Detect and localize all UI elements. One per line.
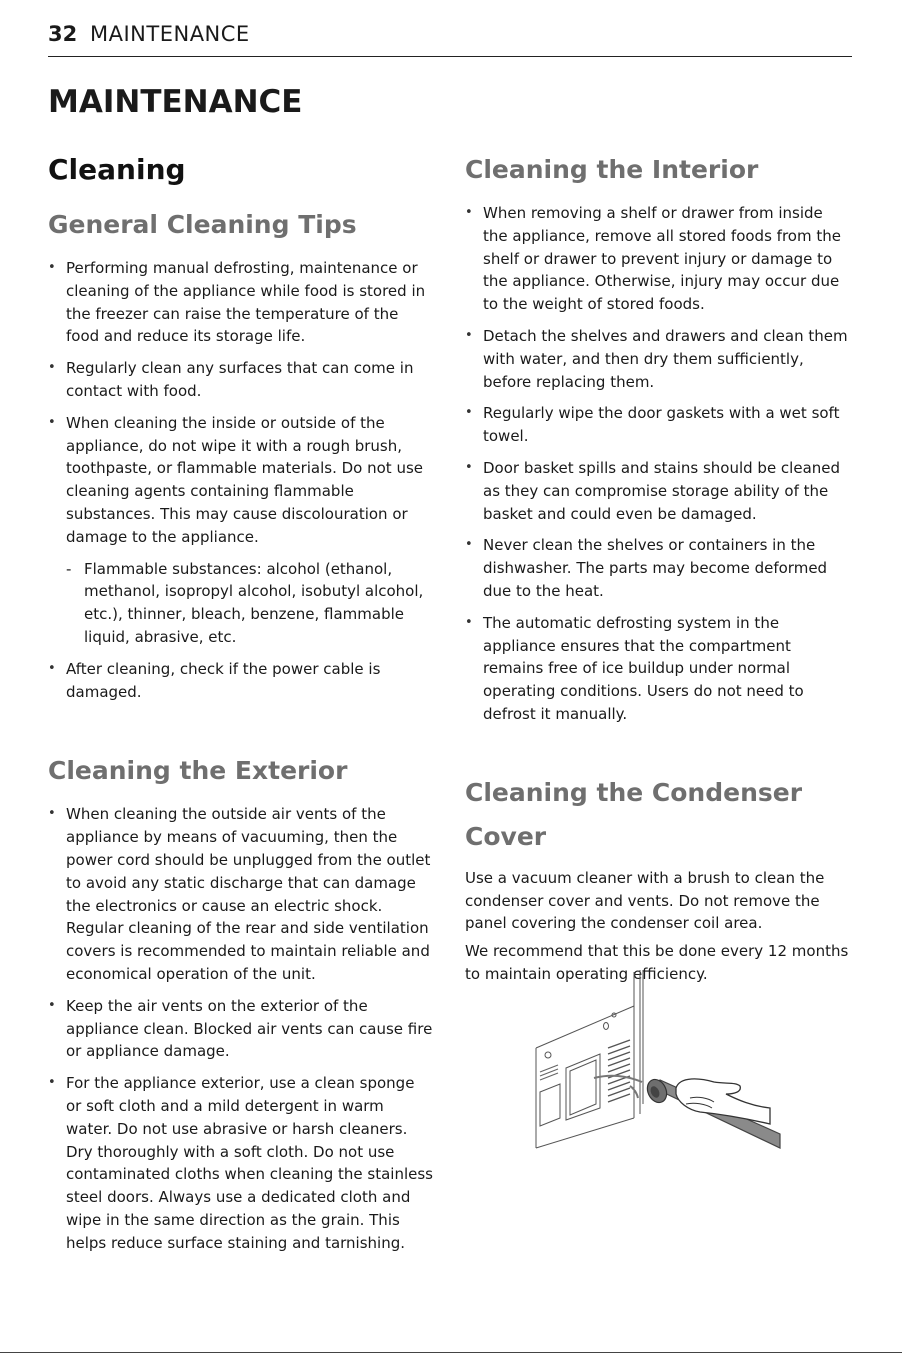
condenser-paragraph: We recommend that this be done every 12 months to maintain operating efficiency. (465, 942, 849, 983)
interior-list (465, 202, 851, 726)
condenser-paragraph: Use a vacuum cleaner with a brush to clean the condenser cover and vents. Do not remove the panel covering the condenser coil area. (465, 868, 825, 933)
list-item: • For the appliance exterior, use a clean sponge or soft cloth and a mild detergent in warm water. Do not use abrasive or harsh cleaners. Dry thoroughly with a soft cloth. Do not use contaminated cloths when cleaning the stainless steel doors. Always use a dedicated cloth and wipe in the same direction as the grain. This helps reduce surface staining and tarnishing. (48, 1072, 434, 1254)
list-item: • When removing a shelf or drawer from inside the appliance, remove all stored foods from the shelf or drawer to prevent injury or damage to the appliance. Otherwise, injury may occur due to the weight of stored foods. (465, 202, 851, 316)
condenser-cleaning-illustration (530, 968, 788, 1158)
condenser-heading: Cleaning the Condenser Cover (465, 777, 803, 851)
exterior-list (48, 803, 434, 1254)
list-item: • Detach the shelves and drawers and clean them with water, and then dry them sufficiently, before replacing them. (465, 325, 851, 393)
list-item: • Regularly clean any surfaces that can come in contact with food. (48, 357, 434, 403)
list-item: • Regularly wipe the door gaskets with a wet soft towel. (465, 402, 851, 448)
list-item: • After cleaning, check if the power cable is damaged. (48, 658, 434, 704)
footer-divider (0, 1352, 902, 1353)
exterior-heading: Cleaning the Exterior (48, 756, 348, 786)
general-tips-heading: General Cleaning Tips (48, 210, 357, 239)
list-item: • Door basket spills and stains should be cleaned as they can compromise storage ability of the basket and could even be damaged. (465, 457, 851, 525)
interior-heading: Cleaning the Interior (465, 155, 759, 184)
sub-list (66, 558, 434, 649)
list-item: • Keep the air vents on the exterior of the appliance clean. Blocked air vents can cause fire or appliance damage. (48, 995, 434, 1063)
list-item: • Performing manual defrosting, maintenance or cleaning of the appliance while food is stored in the freezer can raise the temperature of the food and reduce its storage life. (48, 257, 434, 348)
cleaning-heading: Cleaning (48, 153, 186, 186)
sub-list-item: - Flammable substances: alcohol (ethanol, methanol, isopropyl alcohol, isobutyl alcohol, etc.), thinner, bleach, benzene, flammable liquid, abrasive, etc. (66, 558, 434, 649)
header-section-title: MAINTENANCE (90, 22, 250, 46)
left-column (48, 148, 434, 1263)
list-item: • Never clean the shelves or containers in the dishwasher. The parts may become deformed due to the heat. (465, 534, 851, 602)
page-header (48, 20, 852, 57)
general-tips-list (48, 257, 434, 703)
list-item: • When cleaning the outside air vents of the appliance by means of vacuuming, then the power cord should be unplugged from the outlet to avoid any static discharge that can damage the electronics or cause an electric shock. Regular cleaning of the rear and side ventilation covers is recommended to maintain reliable and economical operation of the unit. (48, 803, 434, 985)
list-item: • When cleaning the inside or outside of the appliance, do not wipe it with a rough brush, toothpaste, or flammable materials. Do not use cleaning agents containing flammable substances. This may cause discolouration or damage to the appliance. - Flammable substances: alcohol (ethanol, methanol, isopropyl alcohol, isobutyl alcohol, etc.), thinner, bleach, benzene, flammable liquid, abrasive, etc. (48, 412, 434, 649)
right-column (465, 148, 851, 991)
page-title: MAINTENANCE (48, 84, 303, 120)
page-number: 32 (48, 22, 78, 46)
list-item: • The automatic defrosting system in the appliance ensures that the compartment remains free of ice buildup under normal operating conditions. Users do not need to defrost it manually. (465, 612, 851, 726)
